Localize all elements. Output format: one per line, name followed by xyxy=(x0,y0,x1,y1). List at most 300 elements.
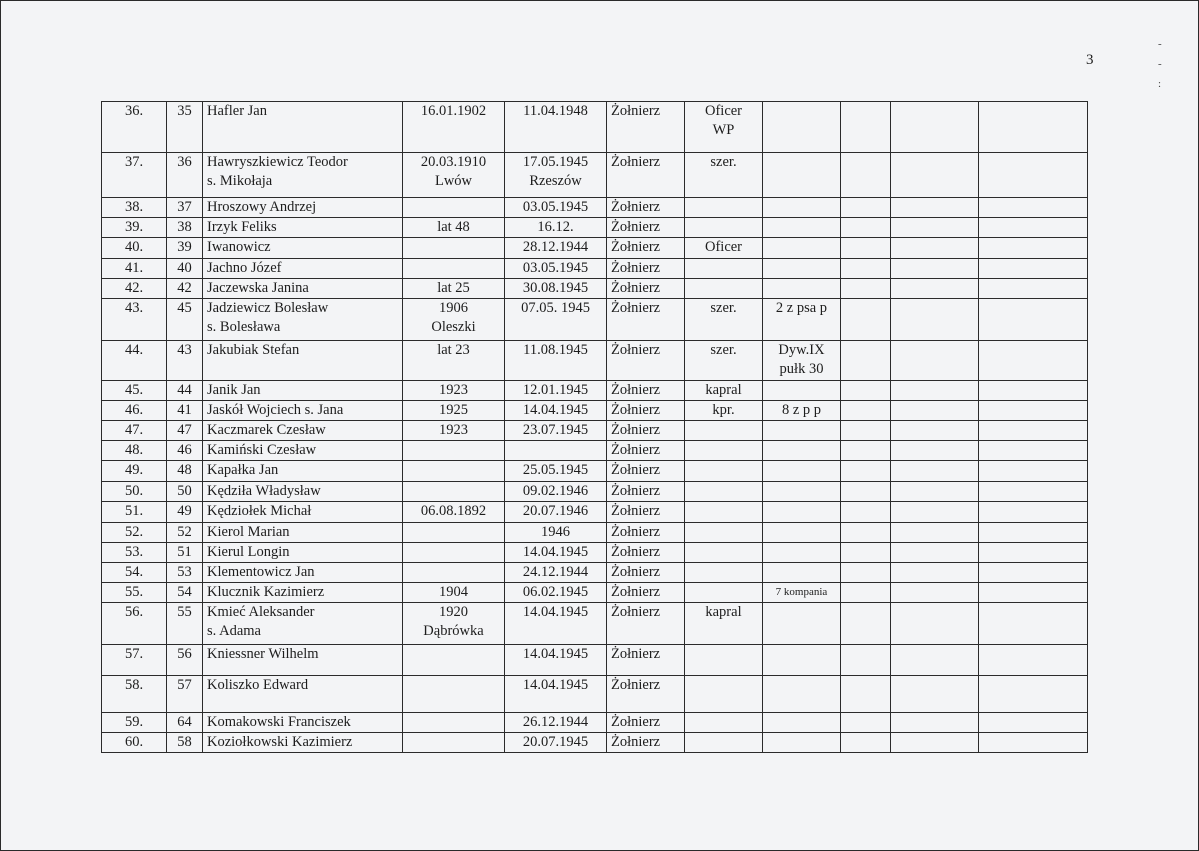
empty-cell xyxy=(979,259,1088,279)
name-cell xyxy=(203,198,403,218)
name-cell-line: Hafler Jan xyxy=(207,103,267,119)
name-cell xyxy=(203,603,403,645)
unit-cell xyxy=(763,676,841,713)
birth-cell-line: 1906 xyxy=(439,300,468,316)
grave-number-cell: 37 xyxy=(167,198,203,218)
death-cell xyxy=(505,603,607,645)
row-number-cell: 50. xyxy=(102,482,167,502)
empty-cell xyxy=(891,543,979,563)
unit-cell xyxy=(763,102,841,153)
rank-cell xyxy=(685,102,763,153)
empty-cell xyxy=(891,279,979,299)
rank-cell xyxy=(685,153,763,198)
birth-cell xyxy=(403,401,505,421)
category-cell: Żołnierz xyxy=(607,198,685,218)
rank-cell xyxy=(685,563,763,583)
birth-cell xyxy=(403,238,505,259)
table-row xyxy=(102,102,1088,153)
empty-cell xyxy=(841,299,891,341)
rank-cell xyxy=(685,461,763,482)
row-number-cell: 59. xyxy=(102,713,167,733)
unit-cell xyxy=(763,198,841,218)
rank-cell xyxy=(685,502,763,523)
category-cell: Żołnierz xyxy=(607,676,685,713)
table-row xyxy=(102,279,1088,299)
death-cell-line: 20.07.1946 xyxy=(522,503,589,519)
unit-cell xyxy=(763,421,841,441)
name-cell xyxy=(203,583,403,603)
unit-cell-line: pułk 30 xyxy=(779,361,824,377)
name-cell-line: Klucznik Kazimierz xyxy=(207,584,325,600)
unit-cell xyxy=(763,603,841,645)
empty-cell xyxy=(979,563,1088,583)
grave-number-cell: 54 xyxy=(167,583,203,603)
grave-number-cell: 38 xyxy=(167,218,203,238)
unit-cell xyxy=(763,733,841,753)
table-row xyxy=(102,259,1088,279)
death-cell xyxy=(505,583,607,603)
rank-cell-line: kapral xyxy=(705,604,742,620)
death-cell-line: 1946 xyxy=(541,524,570,540)
category-cell: Żołnierz xyxy=(607,401,685,421)
grave-number-cell: 49 xyxy=(167,502,203,523)
category-cell: Żołnierz xyxy=(607,279,685,299)
name-cell xyxy=(203,482,403,502)
margin-mark: - xyxy=(1158,38,1162,50)
row-number-cell: 40. xyxy=(102,238,167,259)
death-cell xyxy=(505,421,607,441)
birth-cell-line: lat 25 xyxy=(437,280,470,296)
empty-cell xyxy=(891,713,979,733)
name-cell-line: Hawryszkiewicz Teodor xyxy=(207,154,348,170)
category-cell: Żołnierz xyxy=(607,259,685,279)
empty-cell xyxy=(841,733,891,753)
table-row xyxy=(102,218,1088,238)
rank-cell-line: kpr. xyxy=(712,402,735,418)
table-row xyxy=(102,238,1088,259)
empty-cell xyxy=(891,482,979,502)
table-row xyxy=(102,421,1088,441)
birth-cell xyxy=(403,543,505,563)
birth-cell-line: 20.03.1910 xyxy=(420,154,487,170)
empty-cell xyxy=(841,713,891,733)
row-number-cell: 54. xyxy=(102,563,167,583)
name-cell-line: Kaczmarek Czesław xyxy=(207,422,326,438)
category-cell: Żołnierz xyxy=(607,645,685,676)
unit-cell xyxy=(763,713,841,733)
grave-number-cell: 47 xyxy=(167,421,203,441)
death-cell-line: Rzeszów xyxy=(529,173,582,189)
table-row xyxy=(102,713,1088,733)
table-row xyxy=(102,153,1088,198)
birth-cell-line: lat 23 xyxy=(437,342,470,358)
table-row xyxy=(102,482,1088,502)
death-cell xyxy=(505,401,607,421)
category-cell: Żołnierz xyxy=(607,713,685,733)
death-cell xyxy=(505,461,607,482)
death-cell xyxy=(505,218,607,238)
page-number: 3 xyxy=(1086,52,1094,68)
category-cell: Żołnierz xyxy=(607,421,685,441)
death-cell-line: 14.04.1945 xyxy=(522,646,589,662)
unit-cell-line: Dyw.IX xyxy=(778,342,825,358)
category-cell: Żołnierz xyxy=(607,238,685,259)
empty-cell xyxy=(891,238,979,259)
birth-cell-line: lat 48 xyxy=(437,219,470,235)
death-cell xyxy=(505,279,607,299)
empty-cell xyxy=(979,341,1088,381)
death-cell xyxy=(505,153,607,198)
death-cell xyxy=(505,676,607,713)
margin-mark: - xyxy=(1158,58,1162,70)
table-row xyxy=(102,603,1088,645)
empty-cell xyxy=(841,341,891,381)
table-row xyxy=(102,381,1088,401)
empty-cell xyxy=(979,381,1088,401)
death-cell-line: 09.02.1946 xyxy=(522,483,589,499)
empty-cell xyxy=(841,543,891,563)
death-cell-line: 03.05.1945 xyxy=(522,260,589,276)
name-cell xyxy=(203,461,403,482)
empty-cell xyxy=(841,563,891,583)
grave-number-cell: 40 xyxy=(167,259,203,279)
empty-cell xyxy=(891,461,979,482)
empty-cell xyxy=(841,401,891,421)
name-cell xyxy=(203,502,403,523)
grave-number-cell: 51 xyxy=(167,543,203,563)
rank-cell-line: szer. xyxy=(710,342,737,358)
unit-cell xyxy=(763,523,841,543)
empty-cell xyxy=(841,198,891,218)
table-row xyxy=(102,441,1088,461)
rank-cell xyxy=(685,603,763,645)
rank-cell xyxy=(685,713,763,733)
register-body xyxy=(102,102,1088,753)
rank-cell xyxy=(685,733,763,753)
birth-cell xyxy=(403,102,505,153)
empty-cell xyxy=(841,381,891,401)
name-cell-line: Koliszko Edward xyxy=(207,677,309,693)
death-cell xyxy=(505,733,607,753)
row-number-cell: 51. xyxy=(102,502,167,523)
unit-cell xyxy=(763,401,841,421)
death-cell xyxy=(505,341,607,381)
name-cell-line: Jakubiak Stefan xyxy=(207,342,300,358)
empty-cell xyxy=(979,583,1088,603)
name-cell-line: Janik Jan xyxy=(207,382,261,398)
empty-cell xyxy=(841,238,891,259)
death-cell-line: 14.04.1945 xyxy=(522,677,589,693)
rank-cell-line: Oficer xyxy=(704,103,743,119)
category-cell: Żołnierz xyxy=(607,733,685,753)
name-cell xyxy=(203,421,403,441)
rank-cell xyxy=(685,259,763,279)
empty-cell xyxy=(841,676,891,713)
name-cell-line: Kamiński Czesław xyxy=(207,442,317,458)
category-cell: Żołnierz xyxy=(607,543,685,563)
empty-cell xyxy=(841,645,891,676)
unit-cell xyxy=(763,381,841,401)
unit-cell xyxy=(763,238,841,259)
empty-cell xyxy=(891,259,979,279)
category-cell: Żołnierz xyxy=(607,299,685,341)
name-cell xyxy=(203,153,403,198)
grave-number-cell: 46 xyxy=(167,441,203,461)
death-cell xyxy=(505,259,607,279)
row-number-cell: 41. xyxy=(102,259,167,279)
death-cell xyxy=(505,198,607,218)
table-row xyxy=(102,645,1088,676)
rank-cell-line: szer. xyxy=(710,300,737,316)
death-cell xyxy=(505,543,607,563)
name-cell xyxy=(203,238,403,259)
rank-cell xyxy=(685,299,763,341)
grave-number-cell: 52 xyxy=(167,523,203,543)
name-cell xyxy=(203,341,403,381)
birth-cell xyxy=(403,676,505,713)
empty-cell xyxy=(841,279,891,299)
death-cell-line: 16.12. xyxy=(537,219,574,235)
empty-cell xyxy=(891,401,979,421)
unit-cell xyxy=(763,482,841,502)
rank-cell xyxy=(685,401,763,421)
name-cell xyxy=(203,676,403,713)
unit-cell xyxy=(763,461,841,482)
death-cell-line: 11.04.1948 xyxy=(523,103,588,119)
rank-cell xyxy=(685,198,763,218)
name-cell xyxy=(203,645,403,676)
name-cell-line: Hroszowy Andrzej xyxy=(207,199,317,215)
category-cell: Żołnierz xyxy=(607,102,685,153)
birth-cell-line: 1925 xyxy=(439,402,468,418)
category-cell: Żołnierz xyxy=(607,583,685,603)
empty-cell xyxy=(979,299,1088,341)
margin-marks xyxy=(1158,34,1162,94)
row-number-cell: 42. xyxy=(102,279,167,299)
empty-cell xyxy=(979,645,1088,676)
birth-cell xyxy=(403,583,505,603)
empty-cell xyxy=(841,102,891,153)
death-cell-line: 14.04.1945 xyxy=(522,604,589,620)
empty-cell xyxy=(979,102,1088,153)
table-row xyxy=(102,523,1088,543)
death-cell-line: 12.01.1945 xyxy=(522,382,589,398)
table-row xyxy=(102,461,1088,482)
unit-cell xyxy=(763,279,841,299)
rank-cell xyxy=(685,482,763,502)
name-cell-line: Jadziewicz Bolesław xyxy=(207,300,329,316)
birth-cell xyxy=(403,733,505,753)
birth-cell xyxy=(403,341,505,381)
rank-cell xyxy=(685,583,763,603)
grave-number-cell: 35 xyxy=(167,102,203,153)
birth-cell-line: 1923 xyxy=(439,422,468,438)
birth-cell-line: 1920 xyxy=(439,604,468,620)
name-cell xyxy=(203,543,403,563)
grave-number-cell: 42 xyxy=(167,279,203,299)
row-number-cell: 53. xyxy=(102,543,167,563)
name-cell-line: Kędziła Władysław xyxy=(207,483,321,499)
rank-cell xyxy=(685,218,763,238)
row-number-cell: 56. xyxy=(102,603,167,645)
empty-cell xyxy=(841,421,891,441)
empty-cell xyxy=(979,198,1088,218)
birth-cell-line: Dąbrówka xyxy=(423,623,484,639)
unit-cell xyxy=(763,299,841,341)
empty-cell xyxy=(979,603,1088,645)
rank-cell xyxy=(685,381,763,401)
death-cell-line: 28.12.1944 xyxy=(522,239,589,255)
empty-cell xyxy=(841,502,891,523)
birth-cell-line: 1923 xyxy=(439,382,468,398)
death-cell xyxy=(505,102,607,153)
unit-cell xyxy=(763,563,841,583)
row-number-cell: 49. xyxy=(102,461,167,482)
death-cell-line: 14.04.1945 xyxy=(522,402,589,418)
name-cell-line: s. Bolesława xyxy=(207,319,281,335)
name-cell-line: Klementowicz Jan xyxy=(207,564,315,580)
row-number-cell: 39. xyxy=(102,218,167,238)
name-cell-line: Jaczewska Janina xyxy=(207,280,309,296)
rank-cell-line: WP xyxy=(712,122,735,138)
unit-cell-line: 7 kompania xyxy=(775,586,828,598)
empty-cell xyxy=(891,583,979,603)
name-cell-line: Kapałka Jan xyxy=(207,462,279,478)
name-cell-line: Jaskół Wojciech s. Jana xyxy=(207,402,344,418)
empty-cell xyxy=(979,238,1088,259)
empty-cell xyxy=(891,218,979,238)
category-cell: Żołnierz xyxy=(607,441,685,461)
name-cell xyxy=(203,279,403,299)
unit-cell-line: 2 z psa p xyxy=(775,300,828,316)
table-row xyxy=(102,583,1088,603)
death-cell xyxy=(505,381,607,401)
birth-cell-line: 16.01.1902 xyxy=(420,103,487,119)
birth-cell xyxy=(403,441,505,461)
unit-cell xyxy=(763,341,841,381)
death-cell-line: 30.08.1945 xyxy=(522,280,589,296)
name-cell-line: Irzyk Feliks xyxy=(207,219,277,235)
empty-cell xyxy=(979,153,1088,198)
unit-cell xyxy=(763,153,841,198)
empty-cell xyxy=(891,523,979,543)
grave-number-cell: 57 xyxy=(167,676,203,713)
empty-cell xyxy=(891,341,979,381)
empty-cell xyxy=(891,733,979,753)
row-number-cell: 36. xyxy=(102,102,167,153)
row-number-cell: 60. xyxy=(102,733,167,753)
rank-cell xyxy=(685,421,763,441)
table-row xyxy=(102,299,1088,341)
rank-cell xyxy=(685,676,763,713)
death-cell-line: 23.07.1945 xyxy=(522,422,589,438)
death-cell xyxy=(505,713,607,733)
empty-cell xyxy=(891,153,979,198)
name-cell xyxy=(203,102,403,153)
rank-cell-line: kapral xyxy=(705,382,742,398)
birth-cell-line: Oleszki xyxy=(431,319,476,335)
name-cell xyxy=(203,733,403,753)
birth-cell-line: 06.08.1892 xyxy=(420,503,487,519)
unit-cell xyxy=(763,543,841,563)
empty-cell xyxy=(841,482,891,502)
name-cell xyxy=(203,401,403,421)
name-cell-line: s. Mikołaja xyxy=(207,173,273,189)
death-cell-line: 14.04.1945 xyxy=(522,544,589,560)
empty-cell xyxy=(891,102,979,153)
table-row xyxy=(102,401,1088,421)
death-cell-line: 06.02.1945 xyxy=(522,584,589,600)
name-cell-line: Jachno Józef xyxy=(207,260,282,276)
unit-cell xyxy=(763,218,841,238)
empty-cell xyxy=(841,153,891,198)
category-cell: Żołnierz xyxy=(607,218,685,238)
name-cell xyxy=(203,259,403,279)
category-cell: Żołnierz xyxy=(607,153,685,198)
category-cell: Żołnierz xyxy=(607,563,685,583)
birth-cell xyxy=(403,299,505,341)
empty-cell xyxy=(979,676,1088,713)
table-row xyxy=(102,563,1088,583)
empty-cell xyxy=(891,563,979,583)
name-cell xyxy=(203,713,403,733)
grave-number-cell: 36 xyxy=(167,153,203,198)
empty-cell xyxy=(979,482,1088,502)
empty-cell xyxy=(979,441,1088,461)
unit-cell xyxy=(763,259,841,279)
rank-cell-line: szer. xyxy=(710,154,737,170)
birth-cell xyxy=(403,218,505,238)
margin-mark: : xyxy=(1158,78,1162,90)
birth-cell xyxy=(403,279,505,299)
rank-cell xyxy=(685,441,763,461)
death-cell xyxy=(505,299,607,341)
empty-cell xyxy=(979,421,1088,441)
category-cell: Żołnierz xyxy=(607,381,685,401)
empty-cell xyxy=(841,218,891,238)
death-cell xyxy=(505,238,607,259)
birth-cell xyxy=(403,461,505,482)
grave-number-cell: 43 xyxy=(167,341,203,381)
empty-cell xyxy=(979,523,1088,543)
death-cell xyxy=(505,523,607,543)
name-cell-line: Komakowski Franciszek xyxy=(207,714,351,730)
unit-cell-line: 8 z p p xyxy=(781,402,822,418)
grave-number-cell: 56 xyxy=(167,645,203,676)
rank-cell xyxy=(685,279,763,299)
name-cell xyxy=(203,381,403,401)
grave-number-cell: 41 xyxy=(167,401,203,421)
unit-cell xyxy=(763,502,841,523)
unit-cell xyxy=(763,645,841,676)
death-cell-line: 26.12.1944 xyxy=(522,714,589,730)
category-cell: Żołnierz xyxy=(607,461,685,482)
grave-number-cell: 45 xyxy=(167,299,203,341)
empty-cell xyxy=(891,421,979,441)
row-number-cell: 52. xyxy=(102,523,167,543)
table-row xyxy=(102,676,1088,713)
name-cell xyxy=(203,299,403,341)
empty-cell xyxy=(979,713,1088,733)
empty-cell xyxy=(841,441,891,461)
name-cell-line: s. Adama xyxy=(207,623,261,639)
burial-register-table xyxy=(101,101,1088,753)
death-cell-line: 11.08.1945 xyxy=(523,342,588,358)
rank-cell xyxy=(685,341,763,381)
death-cell xyxy=(505,563,607,583)
birth-cell xyxy=(403,603,505,645)
table-row xyxy=(102,733,1088,753)
